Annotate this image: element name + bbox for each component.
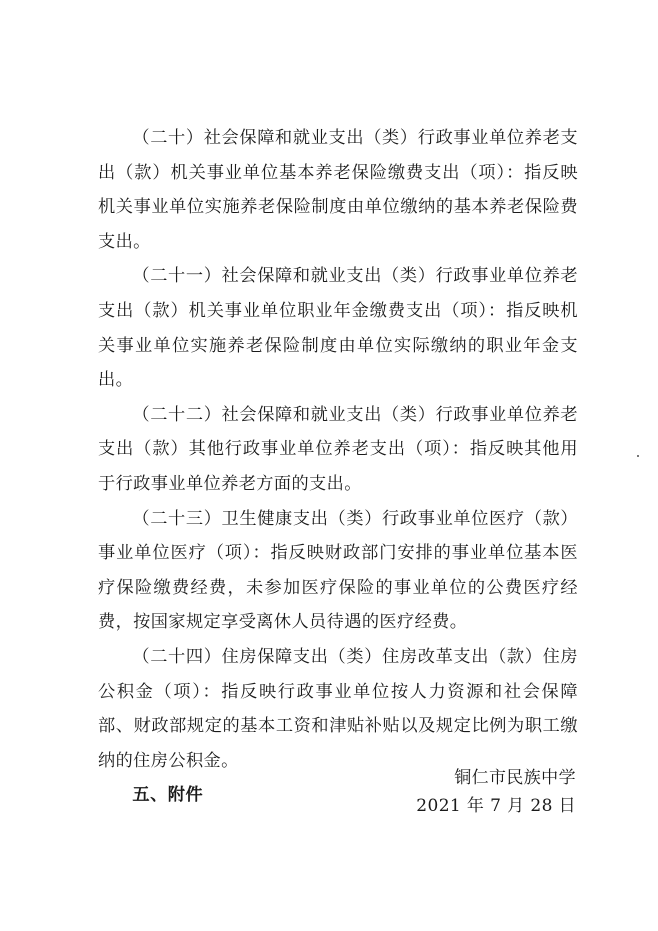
scan-speck	[637, 455, 639, 457]
signature-block	[416, 764, 576, 820]
document-body	[98, 121, 578, 813]
paragraph-item-23: （二十三）卫生健康支出（类）行政事业单位医疗（款）事业单位医疗（项）：指反映财政部门安排的事业单位基本医疗保险缴费经费，未参加医疗保险的事业单位的公费医疗经费，按国家规定享受离休人员待遇的医疗经费。	[98, 508, 578, 633]
paragraph-item-20: （二十）社会保障和就业支出（类）行政事业单位养老支出（款）机关事业单位基本养老保险缴费支出（项）：指反映机关事业单位实施养老保险制度由单位缴纳的基本养老保险费支出。	[98, 128, 578, 252]
paragraph-item-22: （二十二）社会保障和就业支出（类）行政事业单位养老支出（款）其他行政事业单位养老支出（项）：指反映其他用于行政事业单位养老方面的支出。	[98, 404, 578, 494]
paragraph-item-24: （二十四）住房保障支出（类）住房改革支出（款）住房公积金（项）：指反映行政事业单位按人力资源和社会保障部、财政部规定的基本工资和津贴补贴以及规定比例为职工缴纳的住房公积金。	[98, 646, 578, 771]
paragraph-item-21: （二十一）社会保障和就业支出（类）行政事业单位养老支出（款）机关事业单位职业年金缴费支出（项）：指反映机关事业单位实施养老保险制度由单位实际缴纳的职业年金支出。	[98, 266, 578, 391]
signature-organization: 铜仁市民族中学	[454, 768, 576, 788]
section-heading-attachments: 五、附件	[132, 785, 204, 806]
signature-date: 2021 年 7 月 28 日	[416, 796, 576, 816]
